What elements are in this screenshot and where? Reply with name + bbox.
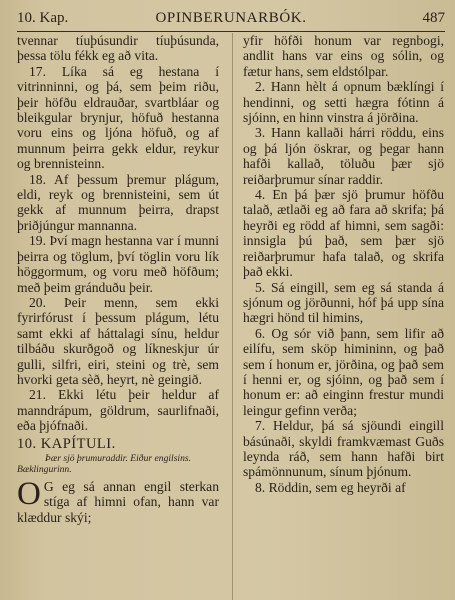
verse-18: 18. Af þessum þremur plágum, eldi, reyk og brennisteini, sem út gekk af munnum þeirra, drapst þriðjúngur mannanna. xyxy=(17,171,219,233)
running-header xyxy=(17,10,445,30)
verse-7: 7. Heldur, þá sá sjöundi eingill básúnaði, skyldi framkvæmast Guðs leynda ráð, sem hann hafði birt spámönnunum, sínum þjónum. xyxy=(243,418,444,480)
verse-continuation: tvennar tíuþúsundir tíuþúsunda, þessa tölu fékk eg að vita. xyxy=(17,33,219,64)
first-verse-text: G eg sá annan engil sterkan stíga af himni ofan, hann var klæddur skýi; xyxy=(17,478,219,525)
page-number: 487 xyxy=(422,10,445,26)
verse-5: 5. Sá eingill, sem eg sá standa á sjónum og jörðunni, hóf þá upp sína hægri hönd til himins, xyxy=(243,279,444,326)
verse-8: 8. Röddin, sem eg heyrði af xyxy=(255,479,406,495)
verse-21: 21. Ekki létu þeir heldur af manndrápum, göldrum, saurlifnaði, eða þjófnaði. xyxy=(17,387,219,434)
verse-6: 6. Og sór við þann, sem lifir að eilífu, sem sköp himininn, og það sem í honum er, jörðina, og það sem í henni er, og sjóinn, og það sem í honum er: að einginn frestur mundi leingur gefinn verða; xyxy=(243,325,444,418)
column-divider xyxy=(232,33,233,600)
chapter-first-verse xyxy=(17,475,219,525)
verse-20: 20. Þeir menn, sem ekki fyrirfórust í þessum plágum, létu samt ekki af háttalagi sínu, heldur tilbáðu skurðgoð og líkneskjur úr gulli, silfri, eiri, steini og trè, sem hvorki geta sèð, heyrt, nè geingið. xyxy=(17,294,219,387)
left-column xyxy=(17,33,219,525)
book-title: OPINBERUNARBÓK. xyxy=(155,10,307,26)
verse-2: 2. Hann hèlt á opnum bæklíngi í hendinni, og setti hægra fótinn á sjóinn, en hinn vinstra á jörðina. xyxy=(243,79,444,126)
drop-cap: O xyxy=(17,475,41,512)
chapter-heading: 10. KAPÍTULI. xyxy=(17,435,116,452)
header-rule xyxy=(17,31,445,32)
verse-3: 3. Hann kallaði hárri röddu, eins og þá ljón öskrar, og þegar hann hafði kallað, töluðu þær sjö reiðarþrumur sínar raddir. xyxy=(243,125,444,187)
verse-17: 17. Líka sá eg hestana í vitrinninni, og þá, sem þeim riðu, þeir höfðu eldrauðar, svartbláar og bleikgular brynjur, höfuð hestanna voru eins og ljóna höfuð, og af munnum þeirra gekk eldur, reykur og brennisteinn. xyxy=(17,63,219,172)
verse-continuation-right: yfir höfði honum var regnbogi, andlit hans var eins og sólin, og fætur hans, sem eldstólpar. xyxy=(243,33,444,79)
chapter-label: 10. Kap. xyxy=(17,10,69,26)
verse-19: 19. Því magn hestanna var í munni þeirra og töglum, því töglin voru lík höggormum, og voru með höfðum; með þeim gránduðu þeir. xyxy=(17,233,219,295)
chapter-summary: Þær sjö þrumuraddir. Eiður engilsins. Bæklingurinn. xyxy=(17,452,192,475)
verse-4: 4. En þá þær sjö þrumur höfðu talað, ætlaði eg að fara að skrifa; þá heyrði eg rödd af himni, sem sagði: innsigla þú það, sem þær sjö reiðarþrumur hafa talað, og skrifa það ekki. xyxy=(243,187,444,280)
right-column xyxy=(243,33,444,495)
